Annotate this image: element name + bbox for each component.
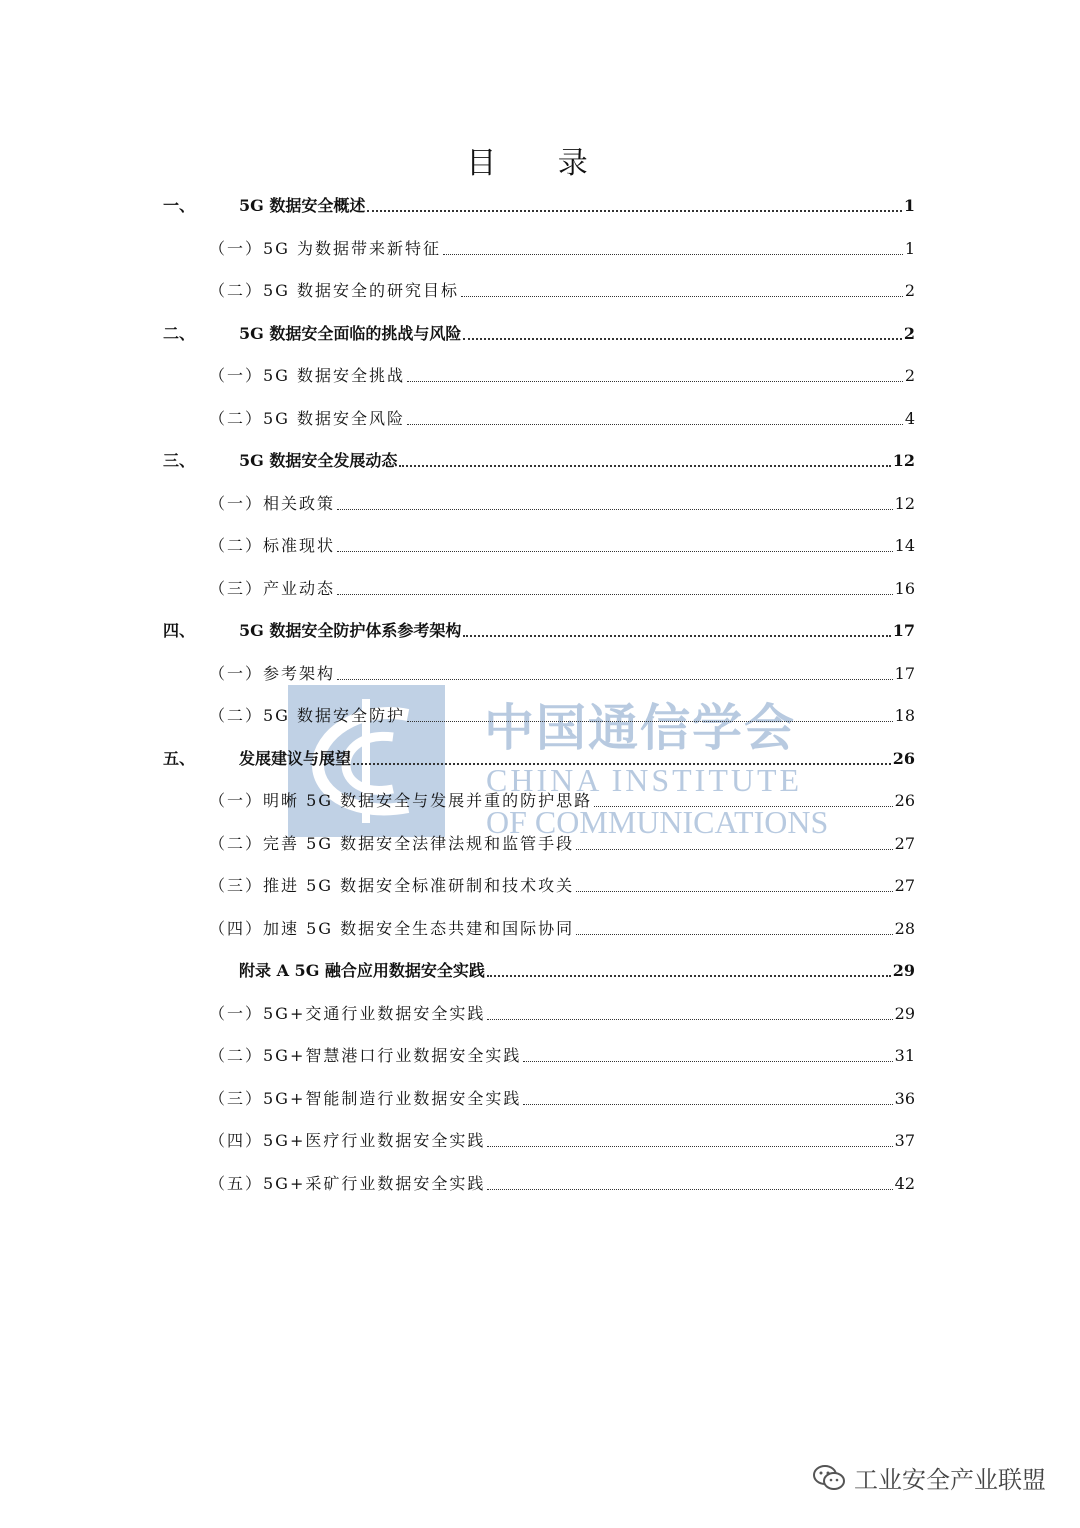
toc-section-entry[interactable] xyxy=(209,910,915,940)
toc-dot-leader xyxy=(594,805,893,807)
toc-dot-leader xyxy=(576,933,893,935)
wechat-icon xyxy=(812,1464,846,1492)
toc-dot-leader xyxy=(337,550,893,552)
toc-section-entry[interactable] xyxy=(209,357,915,387)
toc-section-entry[interactable] xyxy=(209,1080,915,1110)
toc-section-entry[interactable] xyxy=(209,995,915,1025)
toc-section-entry[interactable] xyxy=(209,272,915,302)
toc-section-entry[interactable] xyxy=(209,697,915,727)
toc-section-entry[interactable] xyxy=(209,867,915,897)
toc-chapter-entry[interactable] xyxy=(163,315,915,345)
toc-dot-leader xyxy=(523,1060,892,1062)
toc-section-entry[interactable] xyxy=(209,527,915,557)
toc-entry-label: （二）5G 数据安全的研究目标 xyxy=(209,281,460,300)
toc-dot-leader xyxy=(407,720,893,722)
toc-dot-leader xyxy=(576,848,893,850)
toc-entry-label: （二）完善 5G 数据安全法律法规和监管手段 xyxy=(209,833,575,853)
toc-page-number: 2 xyxy=(904,281,915,300)
toc-dot-leader xyxy=(399,464,890,467)
toc-entry-label: （二）5G+智慧港口行业数据安全实践 xyxy=(209,1046,522,1065)
toc-dot-leader xyxy=(337,508,893,510)
toc-page-number: 27 xyxy=(894,833,915,853)
toc-page-number: 1 xyxy=(903,196,915,215)
toc-chapter-number: 一、 xyxy=(163,196,196,215)
toc-entry-label: 5G 数据安全发展动态 xyxy=(239,451,398,470)
toc-chapter-number: 五、 xyxy=(163,748,196,768)
toc-section-entry[interactable] xyxy=(209,570,915,600)
toc-dot-leader xyxy=(337,678,893,680)
toc-page-number: 29 xyxy=(894,1003,915,1023)
toc-page-number: 42 xyxy=(894,1173,915,1193)
toc-entry-label: （一）参考架构 xyxy=(209,663,336,683)
toc-page-number: 17 xyxy=(892,621,915,640)
toc-entry-label: （一）5G+交通行业数据安全实践 xyxy=(209,1003,486,1023)
toc-page-number: 2 xyxy=(904,366,915,385)
toc-entry-label: 发展建议与展望 xyxy=(239,748,352,768)
toc-page-number: 27 xyxy=(894,876,915,895)
toc-entry-label: （一）5G 为数据带来新特征 xyxy=(209,238,442,258)
toc-dot-leader xyxy=(461,295,903,297)
toc-dot-leader xyxy=(576,890,893,892)
toc-page-number: 4 xyxy=(904,408,915,428)
toc-title: 目 录 xyxy=(466,146,614,181)
toc-page-number: 2 xyxy=(903,323,915,343)
toc-entry-label: （三）5G+智能制造行业数据安全实践 xyxy=(209,1088,522,1108)
toc-dot-leader xyxy=(463,337,901,340)
toc-dot-leader xyxy=(523,1103,892,1105)
toc-page-number: 18 xyxy=(894,706,915,725)
toc-dot-leader xyxy=(487,1188,892,1190)
toc-section-entry[interactable] xyxy=(209,400,915,430)
toc-chapter-entry[interactable] xyxy=(163,952,915,982)
toc-entry-label: （二）5G 数据安全风险 xyxy=(209,408,406,428)
toc-chapter-entry[interactable] xyxy=(163,187,915,217)
toc-page-number: 12 xyxy=(892,451,915,470)
toc-page-number: 14 xyxy=(894,536,915,555)
toc-dot-leader xyxy=(487,1145,892,1147)
toc-chapter-number: 三、 xyxy=(163,451,196,470)
toc-dot-leader xyxy=(367,209,901,212)
toc-entry-label: （一）相关政策 xyxy=(209,493,336,513)
watermark-cn-text: 中国通信学会 xyxy=(484,699,796,757)
toc-entry-label: （一）5G 数据安全挑战 xyxy=(209,366,406,385)
toc-dot-leader xyxy=(337,593,893,595)
toc-entry-label: （四）5G+医疗行业数据安全实践 xyxy=(209,1131,486,1150)
toc-section-entry[interactable] xyxy=(209,782,915,812)
toc-page-number: 37 xyxy=(894,1131,915,1150)
toc-section-entry[interactable] xyxy=(209,825,915,855)
toc-chapter-entry[interactable] xyxy=(163,612,915,642)
toc-page-number: 16 xyxy=(894,578,915,598)
toc-entry-label: （二）5G 数据安全防护 xyxy=(209,706,406,725)
toc-entry-label: 5G 数据安全面临的挑战与风险 xyxy=(239,323,462,343)
toc-page-number: 17 xyxy=(894,663,915,683)
toc-dot-leader xyxy=(407,380,903,382)
toc-page-number: 31 xyxy=(894,1046,915,1065)
toc-page-number: 28 xyxy=(894,918,915,938)
toc-chapter-entry[interactable] xyxy=(163,740,915,770)
toc-chapter-entry[interactable] xyxy=(163,442,915,472)
toc-page-number: 26 xyxy=(894,791,915,810)
toc-entry-label: 附录 A 5G 融合应用数据安全实践 xyxy=(239,961,485,980)
toc-dot-leader xyxy=(353,762,891,765)
toc-dot-leader xyxy=(487,974,891,977)
footer-brand xyxy=(812,1460,1046,1495)
toc-section-entry[interactable] xyxy=(209,230,915,260)
toc-page-number: 1 xyxy=(904,238,915,258)
toc-section-entry[interactable] xyxy=(209,1165,915,1195)
toc-dot-leader xyxy=(463,634,890,637)
watermark-en-line2: OF COMMUNICATIONS xyxy=(486,804,829,840)
toc-entry-label: （二）标准现状 xyxy=(209,536,336,555)
toc-dot-leader xyxy=(487,1018,892,1020)
toc-chapter-number: 二、 xyxy=(163,323,196,343)
toc-dot-leader xyxy=(407,423,903,425)
toc-chapter-number: 四、 xyxy=(163,621,196,640)
toc-section-entry[interactable] xyxy=(209,485,915,515)
toc-entry-label: （四）加速 5G 数据安全生态共建和国际协同 xyxy=(209,918,575,938)
toc-entry-label: （三）产业动态 xyxy=(209,578,336,598)
toc-section-entry[interactable] xyxy=(209,1037,915,1067)
toc-entry-label: （五）5G+采矿行业数据安全实践 xyxy=(209,1173,486,1193)
toc-page-number: 36 xyxy=(894,1088,915,1108)
toc-entry-label: 5G 数据安全概述 xyxy=(239,196,366,215)
toc-page-number: 12 xyxy=(894,493,915,513)
toc-entry-label: （三）推进 5G 数据安全标准研制和技术攻关 xyxy=(209,876,575,895)
toc-section-entry[interactable] xyxy=(209,655,915,685)
toc-page-number: 29 xyxy=(892,961,915,980)
toc-entry-label: 5G 数据安全防护体系参考架构 xyxy=(239,621,462,640)
toc-dot-leader xyxy=(443,253,903,255)
toc-section-entry[interactable] xyxy=(209,1122,915,1152)
toc-entry-label: （一）明晰 5G 数据安全与发展并重的防护思路 xyxy=(209,791,593,810)
toc-page-number: 26 xyxy=(892,748,915,768)
watermark-en-line1: CHINA INSTITUTE xyxy=(486,762,803,798)
footer-brand-text: 工业安全产业联盟 xyxy=(854,1466,1046,1494)
